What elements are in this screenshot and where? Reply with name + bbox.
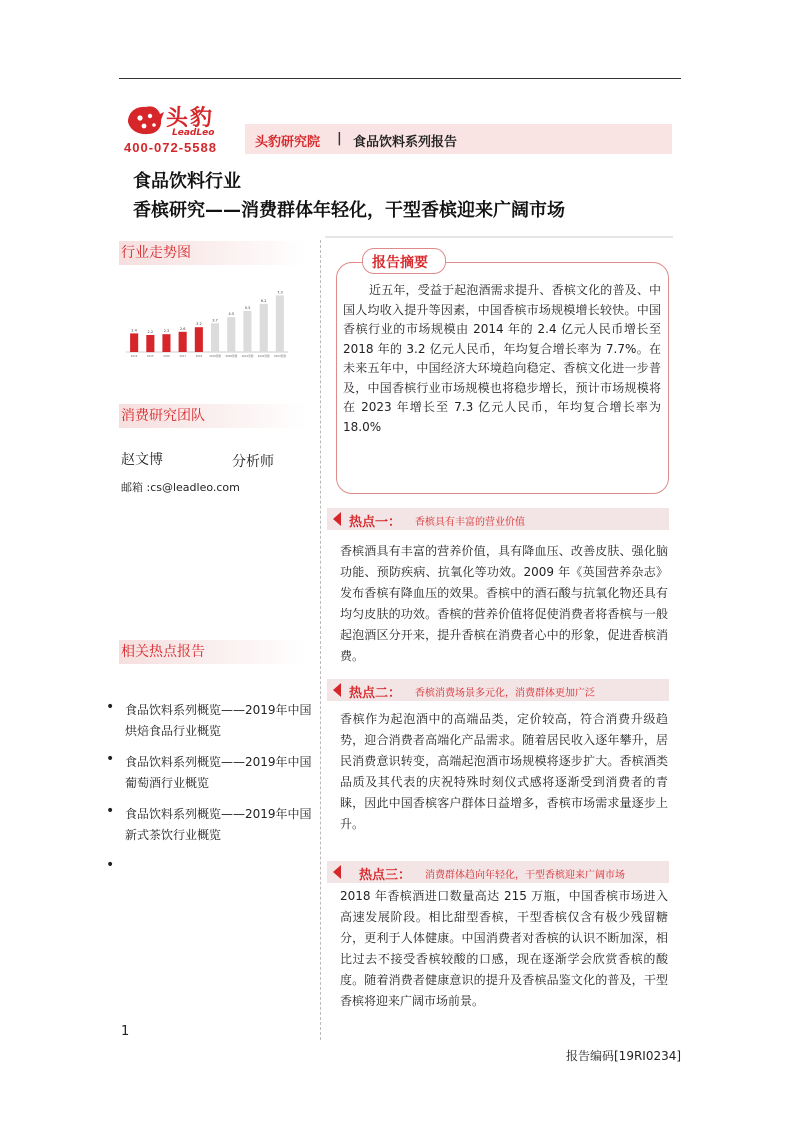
- brand-name: 头豹: [166, 106, 215, 131]
- chart-tick-label: 2018: [195, 355, 203, 358]
- related-report-title[interactable]: 食品饮料系列概览——2019年中国烘焙食品行业概览: [125, 703, 312, 738]
- chart-bar: [195, 327, 203, 352]
- related-report-title[interactable]: 食品饮料系列概览——2019年中国新式茶饮行业概览: [125, 807, 312, 842]
- bullet: •: [106, 857, 115, 873]
- analyst-role: 分析师: [232, 454, 274, 470]
- chevron-left-icon: [333, 683, 341, 697]
- chart-tick-label: 2015: [146, 355, 154, 358]
- page-number: 1: [121, 1024, 130, 1039]
- hotspot-3-label: 热点三：: [359, 868, 412, 883]
- chart-tick-label: 2023预测: [274, 355, 286, 358]
- hotspot-3-desc: 消费群体趋向年轻化，干型香槟迎来广阔市场: [425, 870, 625, 881]
- brand-name-en: LeadLeo: [172, 128, 215, 138]
- industry-title: 食品饮料行业: [133, 171, 241, 192]
- bullet: •: [106, 699, 115, 715]
- chart-data-label: 4.5: [228, 312, 235, 317]
- chart-data-label: 3.2: [196, 322, 202, 327]
- chart-bar: [227, 317, 235, 352]
- chart-tick-label: 2017: [179, 355, 187, 358]
- chart-data-label: 7.3: [277, 290, 283, 295]
- chart-bar: [146, 335, 154, 352]
- chart-bar: [243, 311, 251, 352]
- chart-tick-label: 2014: [130, 355, 138, 358]
- top-rule: [119, 78, 681, 79]
- phone-number: 400-072-5588: [124, 140, 217, 155]
- chart-bar: [260, 304, 268, 352]
- chart-data-label: 2.3: [163, 329, 170, 334]
- hotspot-2-desc: 香槟消费场景多元化，消费群体更加广泛: [415, 688, 595, 699]
- series-banner: [245, 124, 672, 154]
- chart-bar: [276, 295, 284, 352]
- hotspot-1-header: [327, 508, 669, 530]
- chart-data-label: 6.2: [260, 298, 267, 303]
- analyst-email[interactable]: 邮箱 :cs@leadleo.com: [121, 481, 240, 494]
- chart-tick-label: 2020预测: [225, 355, 238, 358]
- chart-bar: [179, 332, 187, 352]
- report-code: 报告编码[19RI0234]: [566, 1049, 682, 1063]
- report-title: 香槟研究——消费群体年轻化，干型香槟迎来广阔市场: [133, 200, 565, 221]
- chart-bar: [130, 333, 138, 352]
- chart-data-label: 2.6: [179, 326, 186, 331]
- bullet: •: [106, 751, 115, 767]
- hotspot-2-label: 热点二：: [349, 686, 402, 701]
- series-separator: |: [337, 131, 342, 146]
- chart-data-label: 3.7: [212, 318, 218, 323]
- related-heading: 相关热点报告: [119, 640, 307, 664]
- hotspot-1-desc: 香槟具有丰富的营业价值: [415, 517, 525, 528]
- hotspot-2-text: 香槟作为起泡酒中的高端品类，定价较高，符合消费升级趋势，迎合消费者高端化产品需求。随着居民收入逐年攀升，居民消费意识转变，高端起泡酒市场规模将逐步扩大。香槟酒类品质及其代表的庆祝特殊时刻仪式感将逐渐受到消费者的青睐，因此中国香槟客户群体日益增多，香槟市场需求量逐步上升。: [340, 712, 668, 831]
- chevron-left-icon: [333, 865, 341, 879]
- chart-tick-label: 2022预测: [257, 355, 270, 358]
- analyst-name: 赵文博: [121, 452, 163, 468]
- trend-chart: [118, 282, 294, 360]
- chevron-left-icon: [333, 512, 341, 526]
- hotspot-1-label: 热点一：: [349, 515, 402, 530]
- hotspot-2-header: [327, 679, 669, 701]
- chart-tick-label: 2019预测: [209, 355, 221, 358]
- summary-heading: 报告摘要: [372, 255, 428, 271]
- title-rule: [325, 236, 673, 238]
- hotspot-3-text: 2018 年香槟酒进口数量高达 215 万瓶，中国香槟市场进入高速发展阶段。相比甜型香槟，干型香槟仅含有极少残留糖分，更利于人体健康。中国消费者对香槟的认识不断加深，相比过去不接受香槟较酸的口感，现在逐渐学会欣赏香槟的酸度。随着消费者健康意识的提升及香槟品鉴文化的普及，干型香槟将迎来广阔市场前景。: [340, 889, 668, 1008]
- chart-data-label: 5.3: [244, 305, 251, 310]
- chart-bar: [162, 334, 170, 352]
- trend-heading: 行业走势图: [119, 241, 307, 265]
- team-heading: 消费研究团队: [119, 404, 307, 428]
- chart-tick-label: 2021预测: [241, 355, 254, 358]
- related-report-title[interactable]: 食品饮料系列概览——2019年中国葡萄酒行业概览: [125, 755, 312, 790]
- bullet: •: [106, 803, 115, 819]
- institute-name: 头豹研究院: [255, 135, 321, 150]
- hotspot-3-header: [327, 861, 669, 883]
- chart-tick-label: 2016: [163, 355, 170, 358]
- hotspot-1-text: 香槟酒具有丰富的营养价值，具有降血压、改善皮肤、强化脑功能、预防疾病、抗氧化等功效。2009 年《英国营养杂志》发布香槟有降血压的效果。香槟中的酒石酸与抗氧化物还具有均匀皮肤的功效。香槟的营养价值将促使消费者将香槟与一般起泡酒区分开来，提升香槟在消费者心中的形象，促进香槟消费。: [340, 544, 668, 663]
- summary-text: 近五年，受益于起泡酒需求提升、香槟文化的普及、中国人均收入提升等因素，中国香槟市场规模增长较快。中国香槟行业的市场规模由 2014 年的 2.4 亿元人民币增长至 2018 年的 3.2 亿元人民币，年均复合增长率为 7.7%。在未来五年中，中国经济大环境趋向稳定、香槟文化进一步普及，中国香槟行业市场规模也将稳步增长，预计市场规模将在 2023 年增长至 7.3 亿元人民币，年均复合增长率为 18.0%: [343, 283, 661, 434]
- chart-bar: [211, 323, 219, 352]
- chart-data-label: 2.2: [147, 330, 154, 334]
- column-divider: [320, 240, 321, 1040]
- series-name: 食品饮料系列报告: [353, 135, 458, 150]
- chart-data-label: 2.4: [131, 328, 137, 333]
